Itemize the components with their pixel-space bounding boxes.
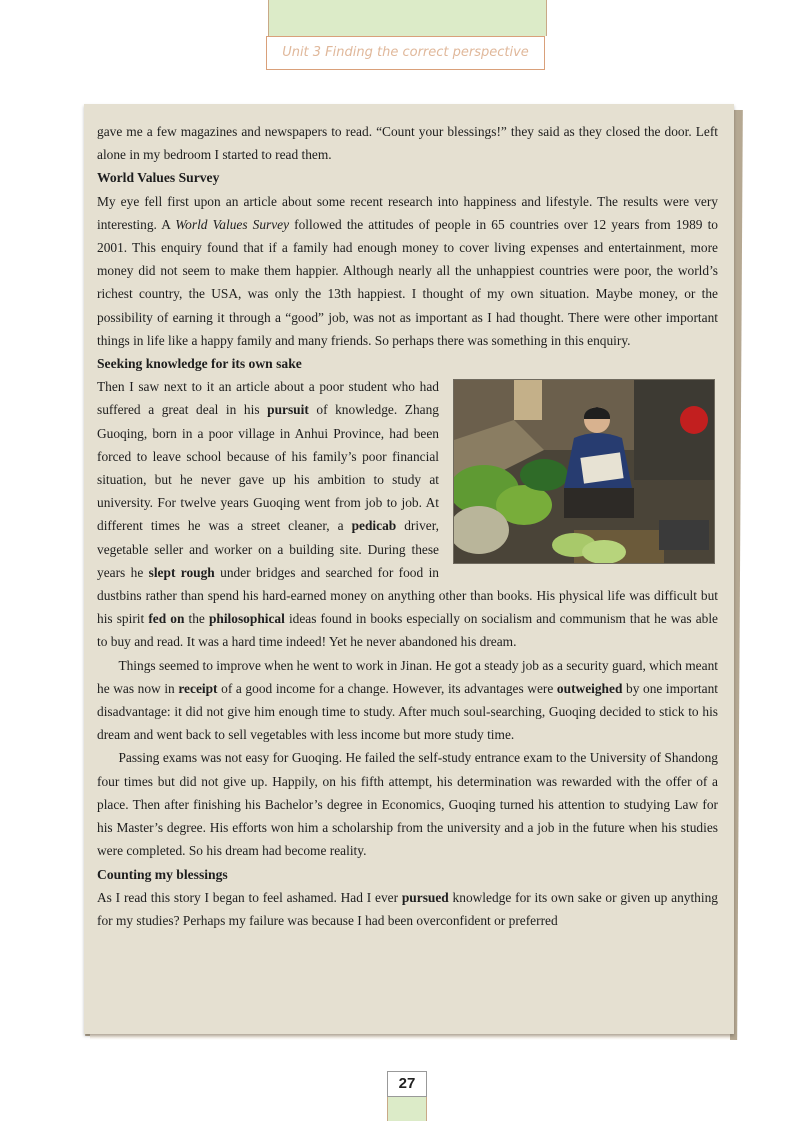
vocab-slept-rough: slept rough — [148, 564, 215, 580]
vocab-pursued: pursued — [401, 889, 449, 905]
unit-title: Unit 3 Finding the correct perspective — [266, 36, 545, 70]
counting-paragraph: As I read this story I began to feel ashamed. Had I ever pursued knowledge for its own sake or given up anything for my studies? Perhaps my failure was because I had been overconfident or preferred — [97, 889, 718, 928]
vocab-pedicab: pedicab — [351, 518, 397, 534]
intro-paragraph: gave me a few magazines and newspapers to read. “Count your blessings!” they said as they closed the door. Left alone in my bedroom I started to read them. — [97, 124, 718, 163]
survey-title: World Values Survey — [175, 216, 290, 232]
vocab-pursuit: pursuit — [267, 402, 309, 418]
article-paper — [84, 104, 734, 1034]
section-heading-seeking-knowledge: Seeking knowledge for its own sake — [97, 356, 302, 372]
world-values-paragraph: My eye fell first upon an article about some recent research into happiness and lifestyle. The results were very interesting. A World Values Survey followed the attitudes of people in 65 countries over 12 years from 1989 to 2001. This enquiry found that if a family had enough money to cover living expenses and entertainment, more money did not seem to make them happier. Although nearly all the unhappiest countries were poor, the world’s richest country, the USA, was only the 13th happiest. I thought of my own situation. Maybe money, or the possibility of earning it through a “good” job, was not as important as I had thought. There were other important things in life like a happy family and many friends. So perhaps there was something in this enquiry. — [97, 193, 718, 348]
section-heading-world-values: World Values Survey — [97, 170, 220, 186]
vocab-receipt: receipt — [178, 680, 218, 696]
seeking-paragraph-3: Passing exams was not easy for Guoqing. He failed the self-study entrance exam to the University of Shandong four times but did not give up. Happily, on his fifth attempt, his determination was rewarded with the offer of a place. Then after finishing his Bachelor’s degree in Economics, Guoqing turned his attention to studying Law for his Master’s degree. His efforts won him a scholarship from the university and a job in the future when his studies were completed. So his dream had become reality. — [97, 750, 718, 859]
vocab-philosophical: philosophical — [208, 611, 285, 627]
header-band — [268, 0, 547, 36]
vocab-outweighed: outweighed — [556, 680, 623, 696]
seeking-paragraph-1: Then I saw next to it an article about a poor student who had suffered a great deal in his pursuit of knowledge. Zhang Guoqing, born in a poor village in Anhui Province, had been forced to leave school because of his family’s poor financial situation, but he never gave up his ambition to study at university. For twelve years Guoqing went from job to job. At different times he was a street cleaner, a pedicab driver, vegetable seller and worker on a building site. During these years he slept rough under bridges and searched for food in dustbins rather than spend his hard-earned money on anything other than books. His physical life was difficult but his spirit fed on the philosophical ideas found in books especially on socialism and communism that he was able to buy and read. It was a hard time indeed! Yet he never abandoned his dream. — [97, 379, 718, 650]
vegetable-seller-photo — [453, 379, 715, 564]
page-number: 27 — [387, 1071, 427, 1097]
section-heading-counting-blessings: Counting my blessings — [97, 866, 228, 882]
vocab-fed-on: fed on — [148, 611, 185, 627]
seeking-paragraph-2: Things seemed to improve when he went to work in Jinan. He got a steady job as a security guard, which meant he was now in receipt of a good income for a change. However, its advantages were outweighed by one important disadvantage: it did not give him enough time to study. After much soul-searching, Guoqing decided to stick to his dream and went back to sell vegetables with less income but more study time. — [97, 657, 719, 743]
